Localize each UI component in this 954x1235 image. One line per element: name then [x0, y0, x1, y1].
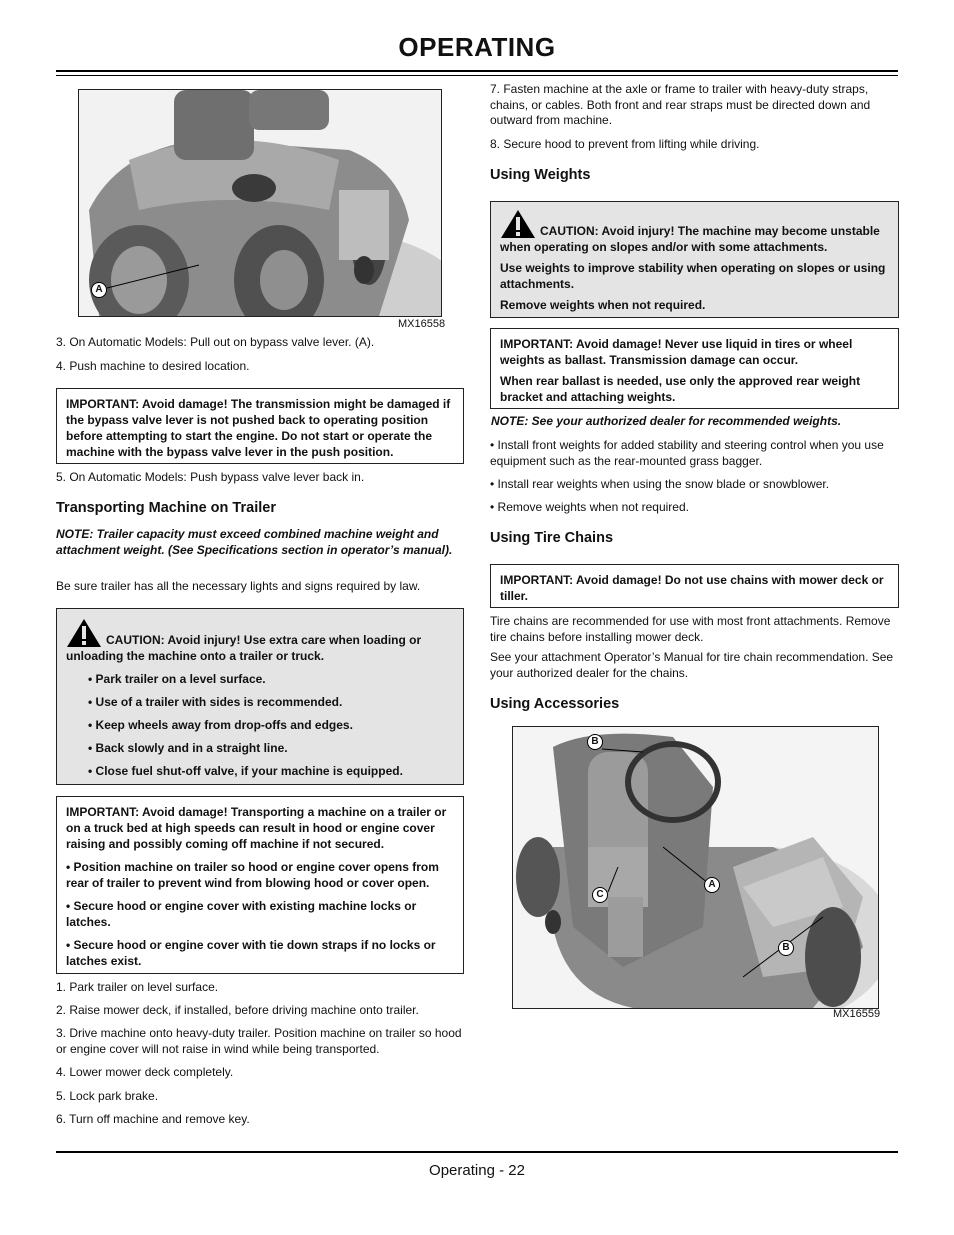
- callout-a: A: [704, 877, 720, 893]
- step-4-push: 4. Push machine to desired location.: [56, 359, 250, 373]
- trailer-step: 6. Turn off machine and remove key.: [56, 1112, 250, 1126]
- important-bullet: • Position machine on trailer so hood or engine cover opens from rear of trailer to prevent wind from blowing hood or cover open.: [66, 860, 439, 890]
- chains-text: See your attachment Operator’s Manual for tire chain recommendation. See your authorized dealer for the chains.: [490, 650, 894, 680]
- weights-bullet: • Install front weights for added stability and steering control when you use equipment such as the rear-mounted grass bagger.: [490, 438, 884, 468]
- figure-label: MX16558: [398, 318, 446, 330]
- note-weights: NOTE: See your authorized dealer for recommended weights.: [491, 414, 842, 428]
- caution-text: Use weights to improve stability when operating on slopes or using attachments.: [500, 261, 886, 291]
- page-footer: Operating - 22: [429, 1162, 525, 1179]
- callout-b: B: [587, 734, 603, 750]
- tractor-top-illustration: [513, 727, 878, 1008]
- trailer-step: 5. Lock park brake.: [56, 1089, 159, 1103]
- footer-rule: [56, 1151, 898, 1153]
- caution-text: CAUTION: Avoid injury! The machine may become unstable when operating on slopes and/or with some attachments.: [500, 224, 880, 254]
- note-trailer-capacity: NOTE: Trailer capacity must exceed combined machine weight and attachment weight. (See Specifications section in operator’s manual).: [56, 527, 453, 557]
- callout-a: A: [91, 282, 107, 298]
- important-box-bypass: [56, 388, 464, 464]
- caution-box-trailer: [56, 608, 464, 785]
- important-box-ballast: [490, 328, 899, 409]
- important-text: IMPORTANT: Avoid damage! Never use liquid in tires or wheel weights as ballast. Transmission damage can occur.: [500, 337, 853, 367]
- caution-text: CAUTION: Avoid injury! Use extra care when loading or unloading the machine onto a trailer or truck.: [66, 633, 422, 663]
- heading-transporting: Transporting Machine on Trailer: [56, 500, 276, 516]
- weights-bullet: • Remove weights when not required.: [490, 500, 689, 514]
- caution-item: • Close fuel shut-off valve, if your machine is equipped.: [88, 764, 403, 778]
- step-3-bypass: 3. On Automatic Models: Pull out on bypass valve lever. (A).: [56, 335, 375, 349]
- important-box-transport: [56, 796, 464, 974]
- warning-triangle-icon: [66, 618, 102, 648]
- trailer-step: 2. Raise mower deck, if installed, before driving machine onto trailer.: [56, 1003, 419, 1017]
- header-rule: [56, 70, 898, 72]
- chains-text: Tire chains are recommended for use with most front attachments. Remove tire chains before installing mower deck.: [490, 614, 891, 644]
- important-text: IMPORTANT: Avoid damage! Do not use chains with mower deck or tiller.: [500, 573, 884, 603]
- important-text: IMPORTANT: Avoid damage! The transmission might be damaged if the bypass valve lever is not pushed back to operating position before attempting to start the engine. Do not start or operate the machine with the bypass valve lever in the push position.: [66, 397, 451, 459]
- callout-c: C: [592, 887, 608, 903]
- tractor-figure-mx16558: [78, 89, 442, 317]
- header-rule-thin: [56, 75, 898, 76]
- important-text: When rear ballast is needed, use only the approved rear weight bracket and attaching weights.: [500, 374, 861, 404]
- figure-label: MX16559: [833, 1008, 881, 1020]
- tractor-figure-mx16559: [512, 726, 879, 1009]
- step-5-bypass-back: 5. On Automatic Models: Push bypass valve lever back in.: [56, 470, 365, 484]
- callout-b: B: [778, 940, 794, 956]
- weights-bullet: • Install rear weights when using the snow blade or snowblower.: [490, 477, 830, 491]
- caution-item: • Use of a trailer with sides is recommended.: [88, 695, 343, 709]
- caution-box-weights: [490, 201, 899, 318]
- heading-accessories: Using Accessories: [490, 696, 620, 712]
- caution-item: • Keep wheels away from drop-offs and edges.: [88, 718, 353, 732]
- page-title: OPERATING: [398, 32, 556, 62]
- step-8-secure-hood: 8. Secure hood to prevent from lifting while driving.: [490, 137, 760, 151]
- important-text: IMPORTANT: Avoid damage! Transporting a machine on a trailer or on a truck bed at high speeds can result in hood or engine cover raising and possibly coming off machine if not secured.: [66, 805, 447, 851]
- caution-item: • Park trailer on a level surface.: [88, 672, 266, 686]
- caution-text: Remove weights when not required.: [500, 298, 706, 312]
- warning-triangle-icon: [500, 209, 536, 239]
- trailer-step: 4. Lower mower deck completely.: [56, 1065, 234, 1079]
- trailer-lights-text: Be sure trailer has all the necessary lights and signs required by law.: [56, 579, 421, 593]
- heading-tire-chains: Using Tire Chains: [490, 530, 614, 546]
- caution-item: • Back slowly and in a straight line.: [88, 741, 288, 755]
- important-bullet: • Secure hood or engine cover with tie down straps if no locks or latches exist.: [66, 938, 436, 968]
- important-bullet: • Secure hood or engine cover with existing machine locks or latches.: [66, 899, 417, 929]
- important-box-chains: [490, 564, 899, 608]
- tractor-rear-illustration: [79, 90, 441, 316]
- trailer-step: 3. Drive machine onto heavy-duty trailer. Position machine on trailer so hood or engine cover will not raise in wind while being transported.: [56, 1026, 462, 1056]
- step-7-fasten: 7. Fasten machine at the axle or frame to trailer with heavy-duty straps, chains, or cables. Both front and rear straps must be directed down and outward from machine.: [490, 82, 871, 127]
- trailer-step: 1. Park trailer on level surface.: [56, 980, 219, 994]
- heading-using-weights: Using Weights: [490, 167, 591, 183]
